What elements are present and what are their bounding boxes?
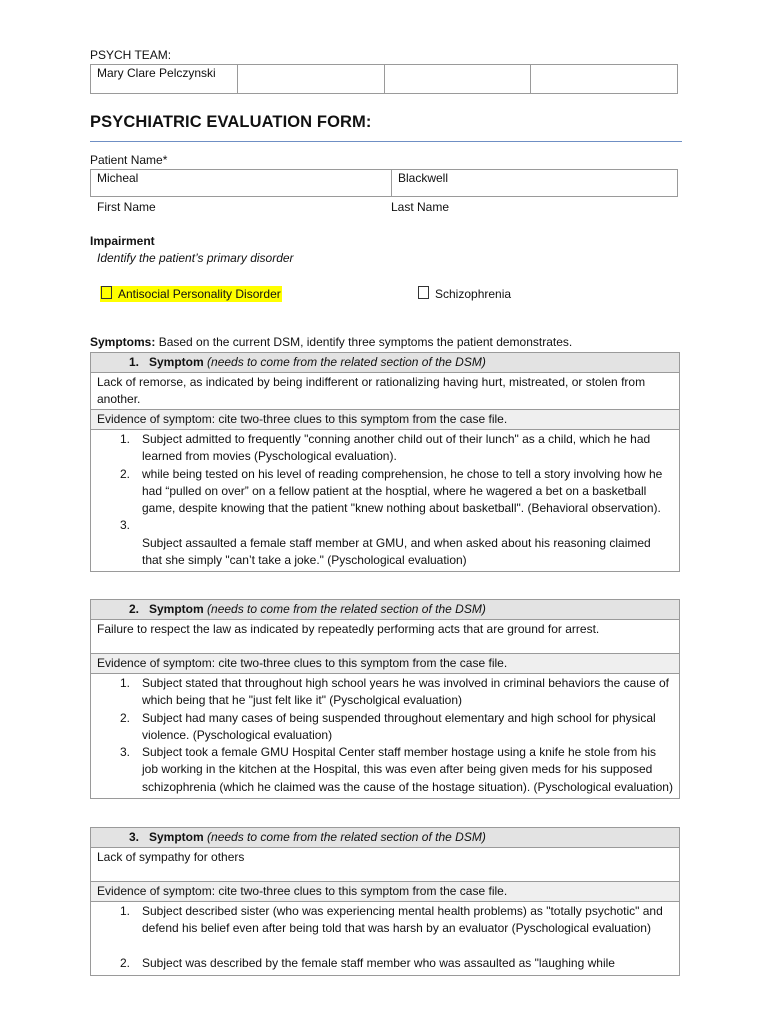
evidence-text: Subject was described by the female staff member who was assaulted as "laughing while: [142, 955, 615, 970]
evidence-text: Subject admitted to frequently "conning another child out of their lunch" as a child, which he had learned from movies (Pyschological evaluation).: [142, 432, 651, 464]
option-antisocial[interactable]: [100, 286, 282, 301]
symptom-description[interactable]: Lack of remorse, as indicated by being indifferent or rationalizing having hurt, mistreated, or stolen from another.: [91, 373, 679, 410]
first-name-field[interactable]: Micheal: [91, 170, 392, 197]
option-antisocial-label: Antisocial Personality Disorder: [118, 287, 281, 301]
evidence-list: [97, 431, 673, 569]
symptom-title: Symptom: [149, 602, 204, 616]
evidence-list-container[interactable]: [91, 902, 679, 975]
evidence-item: 3. Subject assaulted a female staff member at GMU, and when asked about his reasoning claimed that she simply "can’t take a joke." (Pyschological evaluation): [120, 518, 651, 568]
evidence-list: [97, 903, 673, 972]
patient-name-table: [90, 169, 678, 197]
first-name-caption: First Name: [97, 200, 156, 214]
last-name-field[interactable]: Blackwell: [392, 170, 678, 197]
impairment-instruction: Identify the patient’s primary disorder: [97, 251, 294, 265]
symptoms-intro: [90, 335, 572, 349]
team-member-cell[interactable]: Mary Clare Pelczynski: [91, 65, 238, 94]
evidence-text: while being tested on his level of reading comprehension, he chose to tell a story involving how he had “pulled on over” on a fellow patient at the hosptial, where he wagered a bet on a basketball game, despite knowing that the patient "knew nothing about basketball". (Behavioral observation).: [142, 466, 663, 516]
symptom-note: (needs to come from the related section of the DSM): [207, 830, 486, 844]
evidence-list-container[interactable]: [91, 430, 679, 571]
team-member-cell[interactable]: [384, 65, 531, 94]
patient-name-label: Patient Name*: [90, 153, 168, 167]
symptom-title: Symptom: [149, 830, 204, 844]
symptom-header: [91, 828, 679, 848]
symptom-number: 3.: [128, 830, 139, 844]
symptom-block-3: [90, 827, 680, 976]
checkbox-icon[interactable]: [418, 286, 429, 299]
form-title: PSYCHIATRIC EVALUATION FORM:: [90, 113, 372, 131]
evidence-item: 2. Subject had many cases of being suspended throughout elementary and high school for physical violence. (Pyschological evaluation): [120, 710, 656, 742]
psych-team-label: PSYCH TEAM:: [90, 48, 172, 62]
team-member-cell[interactable]: [531, 65, 678, 94]
evidence-item: 2. Subject was described by the female staff member who was assaulted as "laughing while: [120, 955, 615, 970]
option-schizophrenia-label: Schizophrenia: [435, 287, 512, 301]
impairment-heading: Impairment: [90, 234, 155, 248]
evidence-item: 3. Subject took a female GMU Hospital Center staff member hostage using a knife he stole from his job working in the kitchen at the Hospital, this was even after being given meds for his supposed schizophrenia (which he claimed was the cause of the hostage situation). (Pyschological evaluation): [120, 745, 673, 794]
symptoms-intro-text: Based on the current DSM, identify three symptoms the patient demonstrates.: [158, 335, 573, 349]
evidence-list: [97, 675, 673, 796]
evidence-item: 1. Subject described sister (who was experiencing mental health problems) as "totally psychotic" and defend his belief even after being told that was harsh by an evaluator (Pyschological evaluation): [120, 904, 663, 936]
symptom-number: 1.: [128, 355, 139, 369]
option-schizophrenia[interactable]: [418, 286, 511, 301]
team-member-cell[interactable]: [237, 65, 384, 94]
evidence-list-container[interactable]: [91, 674, 679, 798]
symptom-header: [91, 600, 679, 620]
symptom-description[interactable]: Failure to respect the law as indicated by repeatedly performing acts that are ground for arrest.: [91, 620, 679, 654]
evidence-text: Subject assaulted a female staff member at GMU, and when asked about his reasoning claimed that she simply "can’t take a joke." (Pyschological evaluation): [142, 535, 651, 568]
checkbox-icon[interactable]: [101, 286, 112, 299]
title-divider: [90, 141, 682, 142]
evidence-item: 2. while being tested on his level of reading comprehension, he chose to tell a story involving how he had “pulled on over” on a fellow patient at the hosptial, where he wagered a bet on a basketball game, despite knowing that the patient "knew nothing about basketball". (Behavioral observation).: [120, 466, 663, 516]
symptom-header: [91, 353, 679, 373]
symptom-description[interactable]: Lack of sympathy for others: [91, 848, 679, 882]
evidence-label: Evidence of symptom: cite two-three clues to this symptom from the case file.: [91, 882, 679, 902]
symptom-number: 2.: [128, 602, 139, 616]
evidence-text: Subject had many cases of being suspended throughout elementary and high school for physical violence. (Pyschological evaluation): [142, 710, 656, 742]
symptom-note: (needs to come from the related section of the DSM): [207, 602, 486, 616]
evidence-text: Subject took a female GMU Hospital Center staff member hostage using a knife he stole from his job working in the kitchen at the Hospital, this was even after being given meds for his supposed schizophrenia (which he claimed was the cause of the hostage situation). (Pyschological evaluation): [142, 745, 673, 794]
evidence-item: 1. Subject stated that throughout high school years he was involved in criminal behaviors the cause of which being that he "just felt like it" (Pyscholgical evaluation): [120, 676, 669, 708]
psych-team-table: [90, 64, 678, 94]
symptom-title: Symptom: [149, 355, 204, 369]
symptom-note: (needs to come from the related section of the DSM): [207, 355, 486, 369]
symptom-block-1: [90, 352, 680, 572]
evidence-item: 1. Subject admitted to frequently "conning another child out of their lunch" as a child, which he had learned from movies (Pyschological evaluation).: [120, 432, 651, 464]
last-name-caption: Last Name: [391, 200, 450, 214]
evidence-label: Evidence of symptom: cite two-three clues to this symptom from the case file.: [91, 654, 679, 674]
symptoms-intro-bold: Symptoms:: [90, 335, 156, 349]
symptom-block-2: [90, 599, 680, 799]
evidence-label: Evidence of symptom: cite two-three clues to this symptom from the case file.: [91, 410, 679, 430]
evidence-text: Subject stated that throughout high school years he was involved in criminal behaviors the cause of which being that he "just felt like it" (Pyscholgical evaluation): [142, 676, 669, 708]
evidence-text: Subject described sister (who was experiencing mental health problems) as "totally psychotic" and defend his belief even after being told that was harsh by an evaluator (Pyschological evaluation): [142, 904, 663, 936]
